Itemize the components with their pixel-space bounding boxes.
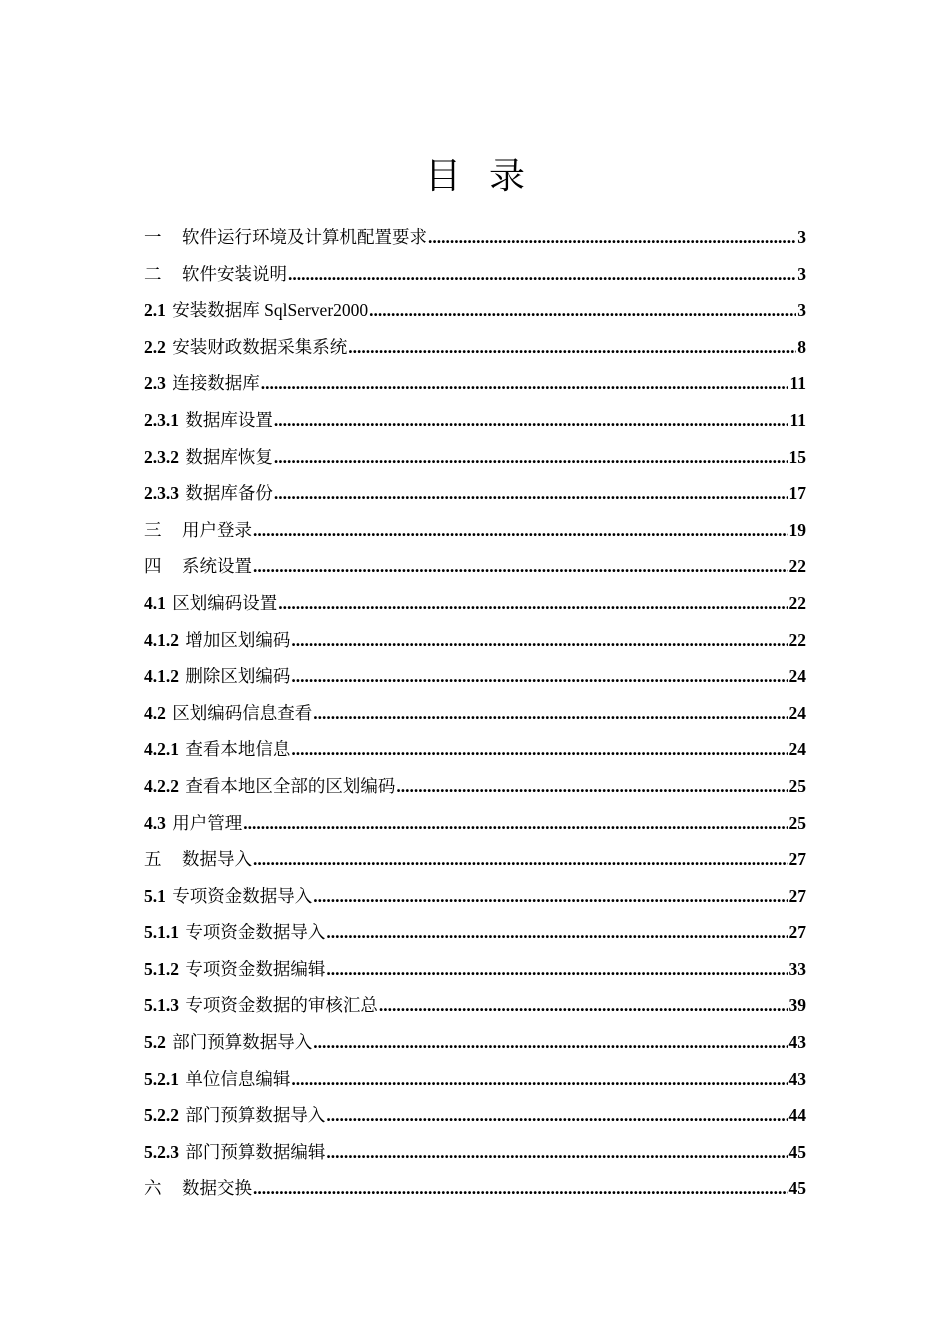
toc-entry-text: 数据库备份 xyxy=(185,483,273,504)
toc-entry-number: 2.2 xyxy=(144,336,171,357)
toc-entry-label xyxy=(144,512,252,549)
toc-entry-number: 4.1.2 xyxy=(144,629,184,650)
toc-entry-label xyxy=(144,439,273,476)
toc-entry-label xyxy=(144,951,325,988)
toc-entry-number: 4.1 xyxy=(144,592,171,613)
toc-entry-label xyxy=(144,622,290,659)
toc-entry-text: 安装财政数据采集系统 xyxy=(172,336,348,357)
toc-entry-number: 一 xyxy=(144,227,162,247)
toc-entry[interactable] xyxy=(144,1170,806,1207)
toc-dot-leader xyxy=(261,365,789,402)
toc-entry-number: 2.3.2 xyxy=(144,446,184,467)
toc-entry-label xyxy=(144,548,252,585)
toc-entry-text: 连接数据库 xyxy=(172,373,260,394)
toc-entry-number: 5.1.1 xyxy=(144,922,184,943)
toc-entry-number: 2.3 xyxy=(144,373,171,394)
toc-dot-leader xyxy=(253,548,788,585)
toc-entry[interactable] xyxy=(144,731,806,768)
toc-entry-number: 5.1.2 xyxy=(144,958,184,979)
toc-page-number: 22 xyxy=(788,556,806,577)
toc-entry-text: 删除区划编码 xyxy=(185,666,291,687)
toc-entry-text: 数据交换 xyxy=(182,1178,252,1199)
toc-dot-leader xyxy=(313,695,787,732)
toc-entry-text: 用户管理 xyxy=(172,812,243,833)
toc-entry-number: 二 xyxy=(144,263,162,284)
toc-entry-number: 5.1.3 xyxy=(144,995,184,1016)
toc-page-number: 8 xyxy=(797,336,806,357)
toc-entry-label xyxy=(144,1061,290,1098)
toc-entry-number: 2.3.3 xyxy=(144,483,184,504)
toc-dot-leader xyxy=(291,731,787,768)
toc-entry[interactable] xyxy=(144,695,806,732)
toc-entry-number: 六 xyxy=(144,1178,162,1199)
toc-entry[interactable] xyxy=(144,1097,806,1134)
toc-entry[interactable] xyxy=(144,805,806,842)
toc-entry-number: 2.3.1 xyxy=(144,409,184,430)
toc-entry[interactable] xyxy=(144,914,806,951)
toc-entry-label xyxy=(144,768,395,805)
table-of-contents xyxy=(144,219,806,1207)
toc-dot-leader xyxy=(274,475,788,512)
toc-entry-number: 2.1 xyxy=(144,300,171,321)
toc-page-number: 27 xyxy=(788,849,806,870)
toc-entry-number: 4.2 xyxy=(144,702,171,723)
toc-entry-label xyxy=(144,805,242,842)
toc-dot-leader xyxy=(253,841,788,878)
toc-entry-number: 5.2 xyxy=(144,1032,171,1053)
toc-entry-text: 查看本地信息 xyxy=(185,739,291,760)
toc-page-number: 24 xyxy=(788,702,806,723)
toc-dot-leader xyxy=(253,1170,788,1207)
toc-entry-label xyxy=(144,292,368,329)
toc-entry[interactable] xyxy=(144,548,806,585)
toc-entry-text: 查看本地区全部的区划编码 xyxy=(185,775,396,796)
toc-entry[interactable] xyxy=(144,658,806,695)
toc-entry-number: 4.3 xyxy=(144,812,171,833)
toc-entry-label xyxy=(144,1170,252,1207)
toc-page-number: 24 xyxy=(788,739,806,760)
toc-entry-number: 四 xyxy=(144,556,162,577)
toc-entry-text: 专项资金数据的审核汇总 xyxy=(185,995,378,1016)
toc-entry-label xyxy=(144,585,277,622)
toc-entry-number: 五 xyxy=(144,849,162,870)
toc-entry-text: 专项资金数据导入 xyxy=(172,885,313,906)
toc-page-number: 11 xyxy=(789,409,806,430)
toc-entry-number: 4.1.2 xyxy=(144,666,184,687)
toc-entry-label xyxy=(144,329,347,366)
toc-page-number: 27 xyxy=(788,885,806,906)
toc-dot-leader xyxy=(313,1024,787,1061)
toc-dot-leader xyxy=(291,622,787,659)
toc-entry-label xyxy=(144,695,312,732)
toc-page-number: 22 xyxy=(788,629,806,650)
toc-page-number: 3 xyxy=(797,300,806,321)
toc-page-number: 45 xyxy=(788,1178,806,1199)
toc-entry-text: 部门预算数据编辑 xyxy=(185,1141,326,1162)
toc-entry-text: 专项资金数据编辑 xyxy=(185,958,326,979)
toc-entry-text: 安装数据库 SqlServer2000 xyxy=(172,300,369,321)
toc-entry-text: 数据导入 xyxy=(182,849,252,870)
toc-dot-leader xyxy=(326,914,787,951)
toc-entry-number: 5.2.3 xyxy=(144,1141,184,1162)
toc-entry-label xyxy=(144,365,260,402)
toc-entry[interactable] xyxy=(144,768,806,805)
toc-entry-label xyxy=(144,1024,312,1061)
toc-entry[interactable] xyxy=(144,878,806,915)
toc-entry-label xyxy=(144,402,273,439)
page-title: 目录 xyxy=(424,156,553,197)
toc-entry-number: 4.2.1 xyxy=(144,739,184,760)
toc-page-number: 43 xyxy=(788,1068,806,1089)
toc-dot-leader xyxy=(326,951,787,988)
toc-entry[interactable] xyxy=(144,292,806,329)
toc-entry-text: 用户登录 xyxy=(182,519,252,540)
toc-page-number: 33 xyxy=(788,958,806,979)
toc-entry[interactable] xyxy=(144,402,806,439)
toc-dot-leader xyxy=(274,402,789,439)
toc-entry-number: 4.2.2 xyxy=(144,775,184,796)
toc-entry-text: 部门预算数据导入 xyxy=(172,1032,313,1053)
toc-entry-label xyxy=(144,219,427,256)
toc-dot-leader xyxy=(253,512,788,549)
toc-dot-leader xyxy=(291,658,787,695)
toc-entry-text: 专项资金数据导入 xyxy=(185,922,326,943)
toc-entry[interactable] xyxy=(144,219,806,256)
toc-page-number: 3 xyxy=(797,263,806,284)
toc-entry[interactable] xyxy=(144,987,806,1024)
toc-entry[interactable] xyxy=(144,951,806,988)
toc-entry[interactable] xyxy=(144,365,806,402)
toc-page-number: 22 xyxy=(788,592,806,613)
toc-page-number: 45 xyxy=(788,1141,806,1162)
toc-entry-number: 三 xyxy=(144,519,162,540)
toc-entry-text: 系统设置 xyxy=(182,556,252,577)
toc-entry-label xyxy=(144,1134,325,1171)
toc-dot-leader xyxy=(428,219,796,256)
toc-entry-text: 部门预算数据导入 xyxy=(185,1105,326,1126)
toc-dot-leader xyxy=(274,439,788,476)
toc-page-number: 44 xyxy=(788,1105,806,1126)
toc-entry-label xyxy=(144,987,378,1024)
toc-entry[interactable] xyxy=(144,1024,806,1061)
toc-entry-text: 单位信息编辑 xyxy=(185,1068,291,1089)
toc-page-number: 25 xyxy=(788,775,806,796)
toc-dot-leader xyxy=(243,805,787,842)
toc-entry[interactable] xyxy=(144,841,806,878)
toc-dot-leader xyxy=(369,292,796,329)
toc-entry-text: 软件运行环境及计算机配置要求 xyxy=(182,227,427,247)
toc-page-number: 3 xyxy=(797,227,806,247)
toc-entry[interactable] xyxy=(144,1061,806,1098)
toc-page-number: 39 xyxy=(788,995,806,1016)
toc-dot-leader xyxy=(326,1097,787,1134)
toc-entry[interactable] xyxy=(144,622,806,659)
toc-entry-number: 5.2.2 xyxy=(144,1105,184,1126)
toc-entry-label xyxy=(144,658,290,695)
toc-entry[interactable] xyxy=(144,1134,806,1171)
toc-page-number: 43 xyxy=(788,1032,806,1053)
toc-page-number: 11 xyxy=(789,373,806,394)
toc-page-number: 25 xyxy=(788,812,806,833)
toc-entry-text: 区划编码设置 xyxy=(172,592,278,613)
toc-entry-text: 数据库设置 xyxy=(185,409,273,430)
toc-page-number: 24 xyxy=(788,666,806,687)
toc-entry-label xyxy=(144,731,290,768)
toc-entry[interactable] xyxy=(144,585,806,622)
toc-entry-label xyxy=(144,475,273,512)
toc-entry-number: 5.1 xyxy=(144,885,171,906)
toc-entry-text: 增加区划编码 xyxy=(185,629,291,650)
toc-entry-label xyxy=(144,1097,325,1134)
toc-page-number: 27 xyxy=(788,922,806,943)
toc-entry-label xyxy=(144,256,287,293)
toc-entry-text: 软件安装说明 xyxy=(182,263,287,284)
toc-dot-leader xyxy=(348,329,796,366)
toc-dot-leader xyxy=(291,1061,787,1098)
toc-entry-label xyxy=(144,841,252,878)
toc-entry-text: 数据库恢复 xyxy=(185,446,273,467)
toc-entry[interactable] xyxy=(144,439,806,476)
toc-dot-leader xyxy=(396,768,787,805)
toc-entry-label xyxy=(144,914,325,951)
toc-page-number: 15 xyxy=(788,446,806,467)
toc-dot-leader xyxy=(379,987,788,1024)
toc-entry-text: 区划编码信息查看 xyxy=(172,702,313,723)
toc-entry[interactable] xyxy=(144,475,806,512)
toc-dot-leader xyxy=(313,878,787,915)
toc-dot-leader xyxy=(288,256,796,293)
toc-entry-number: 5.2.1 xyxy=(144,1068,184,1089)
toc-entry[interactable] xyxy=(144,512,806,549)
toc-page-number: 19 xyxy=(788,519,806,540)
toc-dot-leader xyxy=(278,585,787,622)
toc-entry[interactable] xyxy=(144,256,806,293)
toc-entry-label xyxy=(144,878,312,915)
toc-entry[interactable] xyxy=(144,329,806,366)
toc-dot-leader xyxy=(326,1134,787,1171)
toc-page-number: 17 xyxy=(788,483,806,504)
